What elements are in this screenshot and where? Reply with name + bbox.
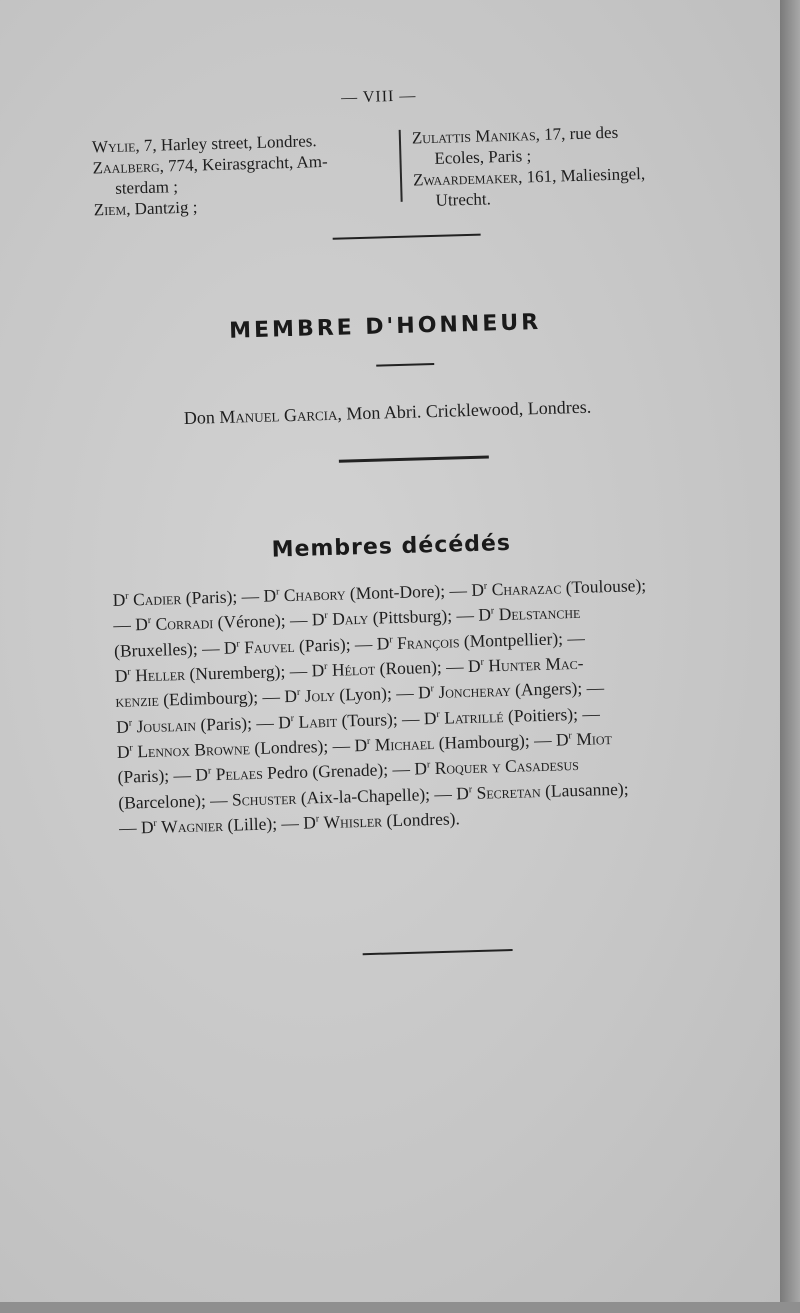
honour-heading: MEMBRE D'HONNEUR <box>228 309 542 344</box>
line-text: (Paris); — D <box>117 764 209 788</box>
line-text: (Pittsburg); — D <box>368 604 492 629</box>
deceased-list <box>112 569 739 839</box>
title-superscript: r <box>568 730 572 742</box>
line-text: (Paris); — D <box>181 585 277 608</box>
line-text: D <box>114 665 128 686</box>
member-address: sterdam ; <box>114 177 179 198</box>
honour-name: Manuel Garcia <box>219 403 338 428</box>
line-text: (Vérone); — D <box>212 609 325 633</box>
member-address: Utrecht. <box>435 189 492 210</box>
deceased-name: Delstanche <box>498 602 581 625</box>
member-list-continuation <box>92 119 714 226</box>
deceased-name: Labit <box>298 710 338 732</box>
deceased-name: Heller <box>134 663 186 686</box>
deceased-heading: Membres décédés <box>271 530 512 563</box>
line-text: (Londres). <box>381 808 461 831</box>
deceased-name: Joly <box>304 685 336 706</box>
line-text: (Lausanne); <box>540 778 629 801</box>
deceased-name: Latrillé <box>443 705 504 728</box>
deceased-name: Chabory <box>283 583 346 606</box>
title-superscript: r <box>315 813 320 825</box>
title-superscript: r <box>153 817 157 829</box>
line-text: (Toulouse); <box>561 574 647 598</box>
line-text: — D <box>113 614 149 636</box>
deceased-name: Cadier <box>132 587 182 610</box>
title-superscript: r <box>296 687 301 699</box>
page-number: — VIII — <box>340 87 417 107</box>
deceased-name: Michael <box>374 732 435 755</box>
deceased-name: Miot <box>576 727 613 749</box>
line-text: (Paris); — D <box>294 632 390 656</box>
deceased-name: Daly <box>331 608 369 630</box>
line-text: — D <box>118 816 154 838</box>
line-text: (Barcelone); — <box>118 789 233 813</box>
deceased-name: Wagnier <box>160 814 224 837</box>
title-superscript: r <box>207 765 212 777</box>
deceased-name: kenzie <box>115 689 160 712</box>
title-superscript: r <box>366 735 371 747</box>
line-text: D <box>116 741 130 762</box>
deceased-name: Fauvel <box>243 635 295 657</box>
member-name: Ziem <box>93 199 127 220</box>
page-edge-shadow <box>780 0 800 1302</box>
title-superscript: r <box>147 615 152 627</box>
title-superscript: r <box>290 712 295 724</box>
line-text: (Hambourg); — D <box>434 729 569 753</box>
member-name: Zaalberg <box>92 156 160 178</box>
line-text: (Nuremberg); — D <box>184 659 325 684</box>
line-text: (Londres); — D <box>249 734 368 759</box>
line-text: (Aix-la-Chapelle); — D <box>296 782 470 808</box>
title-superscript: r <box>236 638 240 650</box>
member-address: , 17, rue des <box>535 122 619 145</box>
member-name: Zwaardemaker <box>412 167 519 190</box>
member-address: , 774, Keirasgracht, Am- <box>159 151 328 176</box>
line-text: (Poitiers); — <box>503 702 601 726</box>
left-column <box>92 128 394 220</box>
member-address: , 7, Harley street, Londres. <box>135 131 317 156</box>
title-superscript: r <box>480 656 485 668</box>
section-divider <box>339 456 489 463</box>
deceased-name: Hunter Mac- <box>488 652 584 676</box>
deceased-name: Schuster <box>231 787 297 810</box>
line-text: (Rouen); — D <box>374 655 481 679</box>
deceased-name: Secretan <box>476 780 541 803</box>
title-superscript: r <box>389 633 393 646</box>
title-superscript: r <box>275 586 280 598</box>
member-name: Wylie <box>91 136 136 157</box>
honour-prefix: Don <box>183 407 220 428</box>
section-divider <box>333 234 481 240</box>
deceased-name: Whisler <box>323 810 383 833</box>
title-superscript: r <box>127 666 131 678</box>
heading-underline <box>376 363 434 367</box>
title-superscript: r <box>323 661 328 673</box>
honour-address: , Mon Abri. Cricklewood, Londres. <box>337 396 592 424</box>
deceased-name: Pelaes <box>215 763 264 785</box>
deceased-name: Lennox Browne <box>136 738 251 762</box>
deceased-name: Corradi <box>155 612 214 635</box>
line-text: (Paris); — D <box>195 711 292 735</box>
line-text: Pedro (Grenade); — D <box>262 758 428 784</box>
title-superscript: r <box>483 580 488 592</box>
deceased-name: François <box>396 630 460 653</box>
line-text: (Mont-Dore); — D <box>345 579 485 604</box>
end-divider <box>363 949 513 955</box>
title-superscript: r <box>490 605 495 617</box>
title-superscript: r <box>324 610 328 622</box>
member-name: Zulattis Manikas <box>411 125 536 148</box>
line-text: (Lille); — D <box>222 812 317 835</box>
title-superscript: r <box>129 742 133 754</box>
deceased-name: Joncheray <box>438 680 512 703</box>
right-column <box>412 119 714 211</box>
deceased-name: Hélot <box>331 658 376 680</box>
deceased-name: Roquer y Casadesus <box>434 754 580 779</box>
member-address: , Dantzig ; <box>125 197 198 219</box>
title-superscript: r <box>426 759 431 771</box>
member-address: , 161, Maliesingel, <box>517 164 646 187</box>
title-superscript: r <box>468 783 473 795</box>
member-address: Ecoles, Paris ; <box>434 146 532 168</box>
line-text: (Angers); — <box>510 677 605 701</box>
line-text: D <box>115 716 130 737</box>
deceased-name: Jouslain <box>136 714 197 736</box>
column-divider <box>399 130 403 202</box>
line-text: (Tours); — D <box>336 707 437 731</box>
title-superscript: r <box>430 683 435 695</box>
line-text: (Edimbourg); — D <box>158 686 298 710</box>
line-text: (Lyon); — D <box>334 682 431 706</box>
honour-entry <box>0 391 778 434</box>
title-superscript: r <box>436 708 440 720</box>
line-text: D <box>112 589 126 610</box>
line-text: (Bruxelles); — D <box>113 637 237 661</box>
deceased-name: Charazac <box>491 577 562 600</box>
line-text: (Montpellier); — <box>459 627 586 651</box>
title-superscript: r <box>128 717 133 729</box>
title-superscript: r <box>125 590 129 602</box>
